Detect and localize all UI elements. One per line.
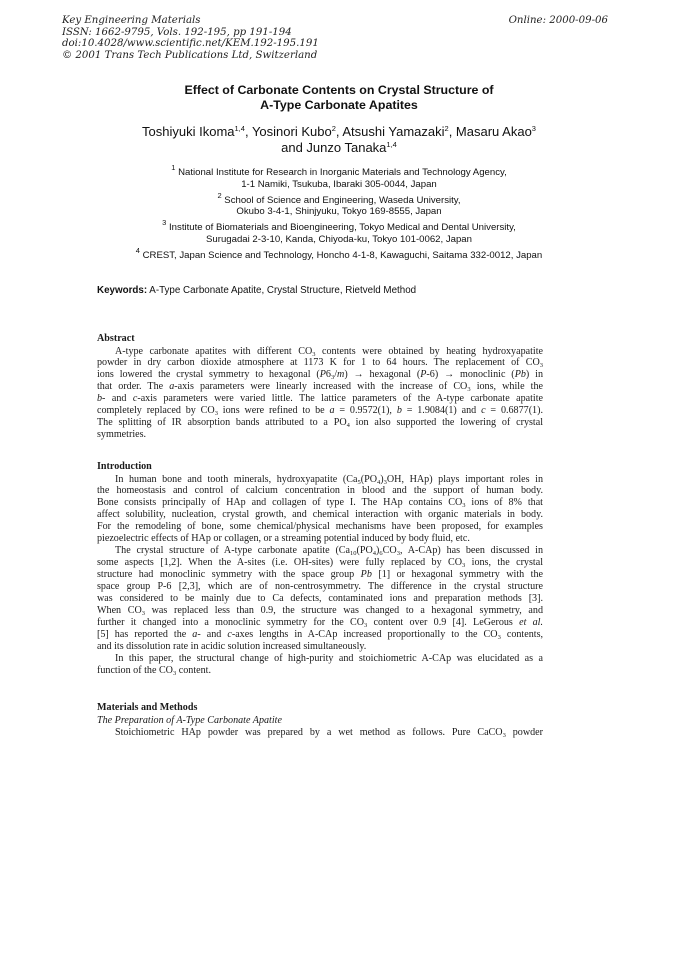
text-line: the homeostasis and control of calcium concentration in blood and the support of human body. [97,485,543,497]
text-line: In this paper, the structural change of high-purity and stoichiometric A-CAp was elucidated as a [115,652,543,664]
copyright-line: © 2001 Trans Tech Publications Ltd, Switzerland [62,49,318,61]
author-ikoma: Toshiyuki Ikoma [142,124,235,139]
text-line: space group P-6 [2,3], which are of non-centrosymmetry. The difference in the crystal structure [97,580,543,592]
affiliation-1 [0,163,678,190]
paper-title [0,83,678,113]
author-sup: 3 [531,124,536,133]
text-line: For the remodeling of bone, some chemical/physical mechanisms have been proposed, for examples [97,521,543,533]
text-line: [5] has reported the a- and c-axes lengths in A-CAp increased proportionally to the $CO_3$ contents, [97,628,543,641]
introduction-body [97,474,543,677]
author-sup: 1,4 [234,124,245,133]
title-line-1: Effect of Carbonate Contents on Crystal Structure of [184,83,494,97]
abstract-heading: Abstract [97,333,135,344]
text-line: A-type carbonate apatites with different $CO_3$ contents were obtained by heating hydroxyapatite [115,345,543,358]
text-line: Bone consists principally of HAp and collagen of type I. The HAp contains $CO_3$ ions of 8% that [97,497,543,510]
text-line: further it changed into a monoclinic symmetry for the $CO_3$ content over 0.9 [4]. LeGerous et al. [97,616,543,629]
author-yamazaki: Atsushi Yamazaki [342,124,445,139]
affiliations [0,163,678,266]
aff-line: CREST, Japan Science and Technology, Honcho 4-1-8, Kawaguchi, Saitama 332-0012, Japan [142,249,543,261]
keywords [97,285,416,296]
title-line-2: A-Type Carbonate Apatites [260,98,418,112]
aff-sup: 1 [171,163,176,172]
keywords-text: A-Type Carbonate Apatite, Crystal Structure, Rietveld Method [149,285,417,296]
text-line: was considered to be mainly due to Ca defects, contaminated ions and preparation methods [3]. [97,592,543,604]
text-line: ions lowered the crystal symmetry to hexagonal $(P6_3/m)$ → hexagonal (P-6) → monoclinic (Pb) in [97,369,543,382]
author-kubo: Yosinori Kubo [251,124,332,139]
aff-line: 1-1 Namiki, Tsukuba, Ibaraki 305-0044, Japan [241,178,437,190]
affiliation-3 [0,218,678,245]
aff-line: Surugadai 2-3-10, Kanda, Chiyoda-ku, Tokyo 101-0062, Japan [206,233,472,245]
introduction-section [97,461,543,676]
aff-line: National Institute for Research in Inorganic Materials and Technology Agency, [178,167,507,178]
aff-line: Institute of Biomaterials and Bioengineering, Tokyo Medical and Dental University, [169,222,516,233]
aff-sup: 4 [135,245,140,255]
abstract-section [97,333,543,441]
text-line: b- and c-axis parameters were varied little. The lattice parameters of the A-type carbonate apatite [97,393,543,405]
affiliation-4 [0,245,678,262]
aff-sup: 2 [217,190,222,200]
text-line: In human bone and tooth minerals, hydroxyapatite ($Ca_5(PO_4)_3OH$, HAp) plays important roles in [115,473,543,486]
author-sup: 2 [331,124,336,133]
introduction-heading: Introduction [97,461,152,472]
text-line: some aspects [1,2]. When the A-sites (i.e. OH-sites) were fully replaced by $CO_3$ ions, the crystal [97,557,543,569]
journal-name: Key Engineering Materials [62,15,201,26]
text-line: completely replaced by $CO_3$ ions were refined to be a = 0.9572(1), b = 1.9084(1) and c = 0.6877(1). [97,405,543,418]
author-sup: 2 [444,124,449,133]
text-line: The crystal structure of A-type carbonate apatite ($Ca_{10}(PO_4)_6CO_3$, A-CAp) has been discussed in [115,545,543,558]
text-line: piezoelectric effects of HAp or collagen, or a streaming potential induced by body fluid, etc. [97,533,470,545]
journal-header [62,15,319,61]
methods-section [97,702,543,738]
author-list: Toshiyuki Ikoma$^{1,4}$, Yosinori Kubo$^2$, Atsushi Yamazaki$^2$, Masaru Akao$^3$ and Junzo Tanaka$^{1,4}$ [142,124,536,155]
text-line: and its dissolution rate in acidic solution increased simultaneously. [97,640,367,652]
aff-line: School of Science and Engineering, Waseda University, [224,194,461,206]
author-akao: Masaru Akao [455,124,532,139]
text-line: symmetries. [97,429,147,441]
methods-heading: Materials and Methods [97,702,198,713]
text-line: Stoichiometric HAp powder was prepared by a wet method as follows. Pure CaCO$_3$ powder [115,726,543,739]
aff-line: Okubo 3-4-1, Shinjyuku, Tokyo 169-8555, Japan [236,206,442,217]
author-sup: 1,4 [386,140,397,149]
doi-line: doi:10.4028/www.scientific.net/KEM.192-195.191 [62,38,319,50]
text-line: The splitting of IR absorption bands attributed to a $PO_4$ ion also supported the lowering of crystal [97,417,543,430]
methods-body [97,727,543,739]
methods-subheading: The Preparation of A-Type Carbonate Apatite [97,714,282,726]
text-line: structure had monoclinic symmetry with the space group Pb [1] or hexagonal symmetry with the [97,569,543,580]
issn-line: ISSN: 1662-9795, Vols. 192-195, pp 191-194 [62,26,292,38]
abstract-body [97,346,543,442]
text-line: powder in dry carbon dioxide atmosphere at 1173 K for 1 to 64 hours. The replacement of $CO_3$ [97,357,543,370]
text-line: When $CO_3$ was replaced less than 0.9, the structure was changed to a hexagonal symmetry, and [97,604,543,617]
author-tanaka: and Junzo Tanaka [281,140,387,155]
online-date: Online: 2000-09-06 [508,15,608,26]
affiliation-2 [0,190,678,218]
text-line: affect solubility, nucleation, crystal growth, and chemical interaction with organic materials in body. [97,509,543,521]
text-line: that order. The a-axis parameters were linearly increased with the increase of $CO_3$ ions, while the [97,381,543,394]
text-line: function of the $CO_3$ content. [97,664,211,677]
aff-sup: 3 [162,218,167,227]
keywords-label: Keywords: [97,285,148,296]
